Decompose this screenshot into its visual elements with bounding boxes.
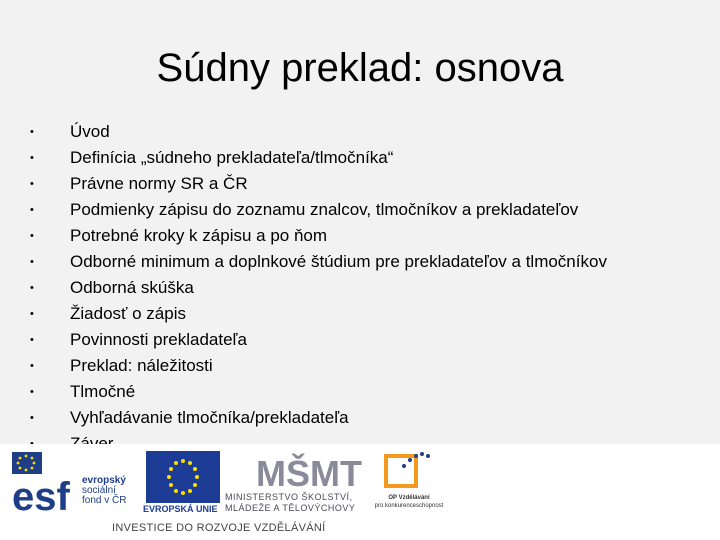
list-item-text: Povinnosti prekladateľa bbox=[70, 330, 247, 349]
bullet-icon: • bbox=[30, 256, 34, 268]
op-logo bbox=[380, 450, 438, 492]
list-item-text: Žiadosť o zápis bbox=[70, 304, 186, 323]
list-item-text: Úvod bbox=[70, 122, 110, 141]
list-item-text: Preklad: náležitosti bbox=[70, 356, 213, 375]
list-item bbox=[30, 223, 700, 249]
list-item bbox=[30, 171, 700, 197]
list-item bbox=[30, 197, 700, 223]
list-item-text: Vyhľadávanie tlmočníka/prekladateľa bbox=[70, 408, 349, 427]
eu-stars-icon bbox=[146, 451, 220, 503]
list-item-text: Potrebné kroky k zápisu a po ňom bbox=[70, 226, 328, 245]
bullet-icon: • bbox=[30, 282, 34, 294]
list-item bbox=[30, 353, 700, 379]
list-item bbox=[30, 379, 700, 405]
msmt-caption bbox=[225, 492, 355, 514]
msmt-line1: MINISTERSTVO ŠKOLSTVÍ, bbox=[225, 492, 353, 502]
bullet-icon: • bbox=[30, 230, 34, 242]
esf-line2: sociální bbox=[82, 485, 116, 496]
bullet-icon: • bbox=[30, 412, 34, 424]
bullet-icon: • bbox=[30, 308, 34, 320]
list-item bbox=[30, 249, 700, 275]
list-item bbox=[30, 119, 700, 145]
bullet-icon: • bbox=[30, 360, 34, 372]
slide-title: Súdny preklad: osnova bbox=[156, 46, 564, 90]
op-line1: OP Vzdělávání bbox=[388, 495, 430, 501]
list-item-text: Odborná skúška bbox=[70, 278, 194, 297]
bullet-icon: • bbox=[30, 152, 34, 164]
list-item-text: Definícia „súdneho prekladateľa/tlmočníka“ bbox=[70, 148, 394, 167]
logo-strip bbox=[0, 444, 720, 540]
list-item bbox=[30, 405, 700, 431]
list-item-text: Právne normy SR a ČR bbox=[70, 174, 248, 193]
svg-text:esf: esf bbox=[12, 475, 70, 519]
list-item bbox=[30, 145, 700, 171]
bullet-icon: • bbox=[30, 334, 34, 346]
msmt-line2: MLÁDEŽE A TĚLOVÝCHOVY bbox=[225, 503, 356, 513]
bullet-icon: • bbox=[30, 204, 34, 216]
slogan-text: INVESTICE DO ROZVOJE VZDĚLÁVÁNÍ bbox=[112, 522, 326, 534]
list-item bbox=[30, 301, 700, 327]
eu-caption: EVROPSKÁ UNIE bbox=[143, 504, 218, 514]
eu-flag-logo bbox=[146, 451, 220, 503]
bullet-icon: • bbox=[30, 178, 34, 190]
bullet-icon: • bbox=[30, 386, 34, 398]
esf-line3: fond v ČR bbox=[82, 495, 127, 506]
list-item-text: Tlmočné bbox=[70, 382, 136, 401]
list-item-text: Odborné minimum a doplnkové štúdium pre prekladateľov a tlmočníkov bbox=[70, 252, 607, 271]
esf-logo bbox=[10, 448, 145, 519]
list-item bbox=[30, 275, 700, 301]
esf-line1: evropský bbox=[82, 475, 126, 486]
op-line2: pro konkurenceschopnost bbox=[374, 503, 444, 509]
op-caption bbox=[374, 494, 444, 510]
msmt-logo bbox=[252, 446, 362, 494]
bullet-icon: • bbox=[30, 126, 34, 138]
msmt-mark-icon bbox=[252, 446, 362, 494]
svg-text:MŠMT: MŠMT bbox=[256, 453, 362, 494]
op-mark-icon bbox=[380, 450, 438, 492]
list-item bbox=[30, 327, 700, 353]
outline-list bbox=[30, 119, 700, 457]
list-item-text: Podmienky zápisu do zoznamu znalcov, tlmočníkov a prekladateľov bbox=[70, 200, 579, 219]
